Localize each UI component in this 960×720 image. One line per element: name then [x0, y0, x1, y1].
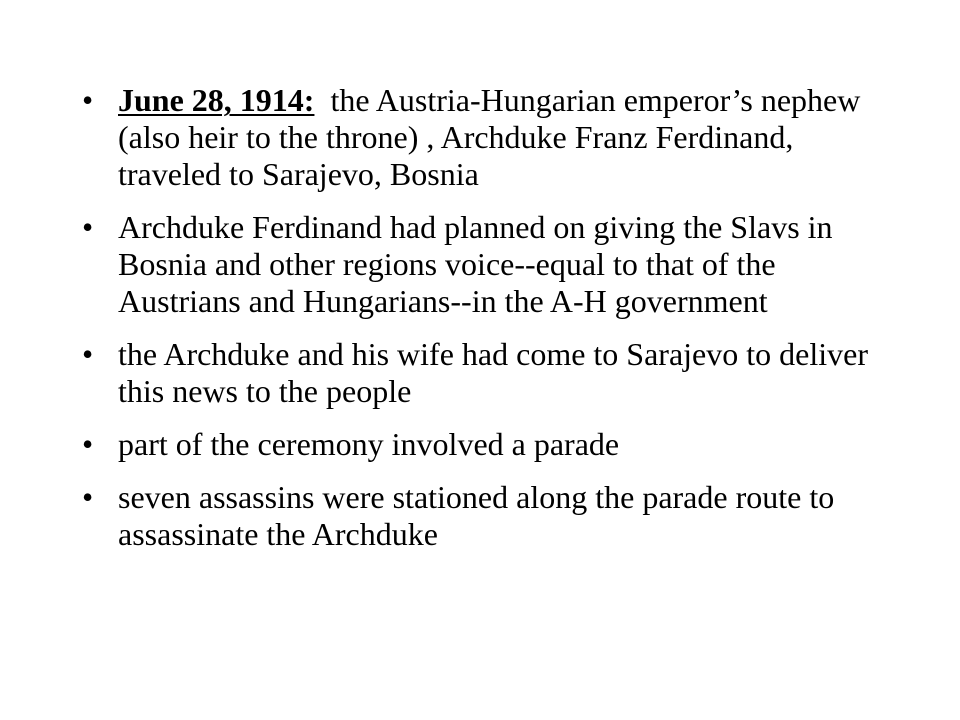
bullet-item [82, 209, 882, 320]
bullet-text: seven assassins were stationed along the parade route to assassinate the Archduke [118, 479, 835, 552]
bullet-item [82, 426, 882, 463]
bullet-list [82, 82, 882, 569]
bullet-icon: • [82, 209, 94, 245]
bullet-icon: • [82, 82, 94, 118]
bullet-icon: • [82, 336, 94, 372]
bullet-text: Archduke Ferdinand had planned on giving the Slavs in Bosnia and other regions voice--equal to that of the Austrians and Hungarians--in the A-H government [118, 209, 833, 319]
bullet-item [82, 82, 882, 193]
bullet-text: part of the ceremony involved a parade [118, 426, 620, 462]
bullet-icon: • [82, 479, 94, 515]
bullet-lead-date: June 28, 1914: [118, 82, 315, 118]
bullet-item [82, 336, 882, 410]
bullet-item [82, 479, 882, 553]
bullet-text: the Archduke and his wife had come to Sarajevo to deliver this news to the people [118, 336, 868, 409]
bullet-icon: • [82, 426, 94, 462]
bullet-text: the Austria-Hungarian emperor’s nephew (also heir to the throne) , Archduke Franz Ferdinand, traveled to Sarajevo, Bosnia [118, 82, 869, 192]
